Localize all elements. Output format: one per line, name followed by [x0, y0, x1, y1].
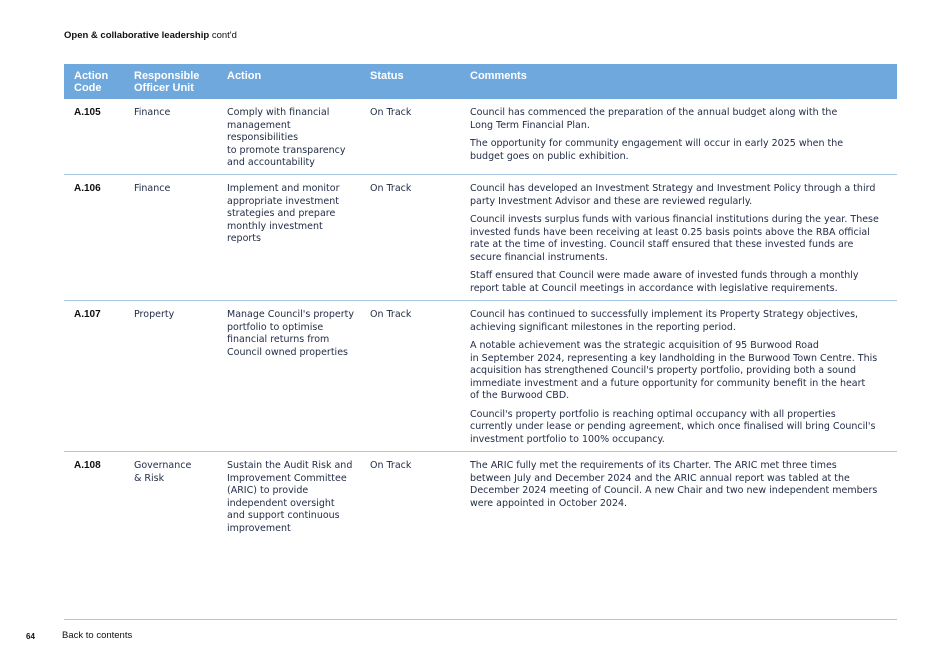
action-line: and support continuous — [227, 510, 340, 521]
action-line: financial returns from — [227, 334, 330, 345]
section-title-suffix: cont'd — [211, 30, 237, 41]
back-to-contents-link[interactable]: Back to contents — [62, 630, 133, 641]
table-header — [64, 64, 897, 99]
action-line: to promote transparency — [227, 144, 346, 156]
action-line: and accountability — [227, 157, 315, 168]
status-text: On Track — [370, 460, 412, 471]
responsible-unit — [134, 309, 224, 322]
comment-line: The opportunity for community engagement will occur in early 2025 when the — [470, 138, 844, 149]
action-code: A.105 — [74, 107, 101, 118]
comment-line: secure financial instruments. — [470, 251, 608, 263]
actions-table — [64, 64, 897, 542]
action-text — [227, 309, 367, 359]
action-text — [227, 183, 367, 246]
header-action-code — [74, 70, 132, 94]
page-number: 64 — [26, 632, 35, 641]
header-line: Officer Unit — [134, 82, 194, 94]
comment-line: report table at Council meetings in accordance with legislative requirements. — [470, 282, 838, 294]
action-line: Council owned properties — [227, 346, 348, 358]
action-code: A.108 — [74, 460, 101, 471]
status-text: On Track — [370, 107, 412, 118]
comment-line: December 2024 meeting of Council. A new Chair and two new independent members — [470, 485, 878, 496]
action-line: appropriate investment — [227, 195, 340, 207]
comment-line: Council's property portfolio is reaching optimal occupancy with all properties — [470, 408, 836, 420]
comment-paragraph — [470, 107, 900, 132]
action-line: strategies and prepare — [227, 208, 336, 219]
table-row — [64, 452, 897, 542]
comment-line: party Investment Advisor and these are reviewed regularly. — [470, 195, 753, 207]
action-line: monthly investment — [227, 220, 323, 232]
action-text — [227, 460, 367, 535]
comment-paragraph — [470, 460, 900, 510]
header-line: Code — [74, 82, 102, 94]
comment-line: acquisition has strengthened Council's property portfolio, providing both a sound — [470, 365, 856, 376]
comment-line: Council invests surplus funds with various financial institutions during the year. These — [470, 214, 879, 225]
comment-paragraph — [470, 138, 900, 163]
comment-paragraph — [470, 270, 900, 295]
footer-divider — [64, 619, 897, 620]
action-line: (ARIC) to provide — [227, 485, 309, 496]
unit-line: Finance — [134, 183, 171, 194]
responsible-unit — [134, 107, 224, 120]
comment-line: immediate investment and a future opportunity for community benefit in the heart — [470, 377, 866, 389]
action-line: Manage Council's property — [227, 309, 354, 320]
section-title — [64, 30, 237, 41]
comment-line: A notable achievement was the strategic acquisition of 95 Burwood Road — [470, 340, 819, 351]
unit-line: Property — [134, 309, 175, 320]
comment-line: achieving significant milestones in the reporting period. — [470, 321, 736, 333]
header-comments: Comments — [470, 70, 527, 82]
comment-line: budget goes on public exhibition. — [470, 150, 629, 162]
action-line: Comply with financial — [227, 107, 330, 118]
section-title-bold: Open & collaborative leadership — [64, 30, 210, 41]
comment-line: rate at the time of investing. Council staff ensured that these invested funds are — [470, 239, 854, 250]
table-row — [64, 99, 897, 175]
comments — [470, 183, 900, 301]
action-line: Implement and monitor — [227, 183, 340, 194]
table-row — [64, 301, 897, 452]
comment-paragraph — [470, 214, 900, 264]
comment-paragraph — [470, 340, 900, 403]
header-line: Responsible — [134, 70, 200, 82]
unit-line: Governance — [134, 460, 192, 471]
header-responsible-unit — [134, 70, 224, 94]
comment-line: invested funds have been receiving at least 0.25 basis points above the RBA official — [470, 226, 870, 238]
comment-line: Long Term Financial Plan. — [470, 119, 590, 131]
comment-line: Staff ensured that Council were made aware of invested funds through a monthly — [470, 270, 859, 281]
status-text: On Track — [370, 309, 412, 320]
action-line: improvement — [227, 522, 291, 534]
comment-paragraph — [470, 183, 900, 208]
action-line: management — [227, 119, 291, 131]
action-line: reports — [227, 233, 261, 244]
comment-line: of the Burwood CBD. — [470, 390, 570, 401]
comment-line: Council has developed an Investment Strategy and Investment Policy through a third — [470, 183, 876, 194]
comment-line: Council has continued to successfully implement its Property Strategy objectives, — [470, 309, 859, 320]
comment-line: between July and December 2024 and the ARIC annual report was tabled at the — [470, 472, 850, 484]
comments — [470, 460, 900, 516]
comment-paragraph — [470, 409, 900, 447]
comment-line: currently under lease or pending agreement, which once finalised will bring Council's — [470, 421, 876, 432]
comment-paragraph — [470, 309, 900, 334]
comment-line: in September 2024, representing a key landholding in the Burwood Town Centre. This — [470, 352, 878, 364]
action-line: portfolio to optimise — [227, 321, 324, 333]
comment-line: were appointed in October 2024. — [470, 497, 628, 509]
comments — [470, 107, 900, 169]
header-status: Status — [370, 70, 404, 82]
comment-line: Council has commenced the preparation of the annual budget along with the — [470, 107, 838, 118]
status-text: On Track — [370, 183, 412, 194]
responsible-unit — [134, 460, 224, 485]
action-code: A.106 — [74, 183, 101, 194]
action-line: independent oversight — [227, 497, 335, 509]
action-line: Improvement Committee — [227, 472, 347, 484]
header-line: Action — [74, 70, 109, 82]
comments — [470, 309, 900, 452]
unit-line: & Risk — [134, 472, 165, 484]
comment-line: investment portfolio to 100% occupancy. — [470, 433, 665, 445]
action-code: A.107 — [74, 309, 101, 320]
action-line: responsibilities — [227, 132, 299, 143]
unit-line: Finance — [134, 107, 171, 118]
action-line: Sustain the Audit Risk and — [227, 460, 353, 471]
action-text — [227, 107, 367, 170]
header-action: Action — [227, 70, 262, 82]
comment-line: The ARIC fully met the requirements of its Charter. The ARIC met three times — [470, 460, 837, 471]
responsible-unit — [134, 183, 224, 196]
table-row — [64, 175, 897, 301]
